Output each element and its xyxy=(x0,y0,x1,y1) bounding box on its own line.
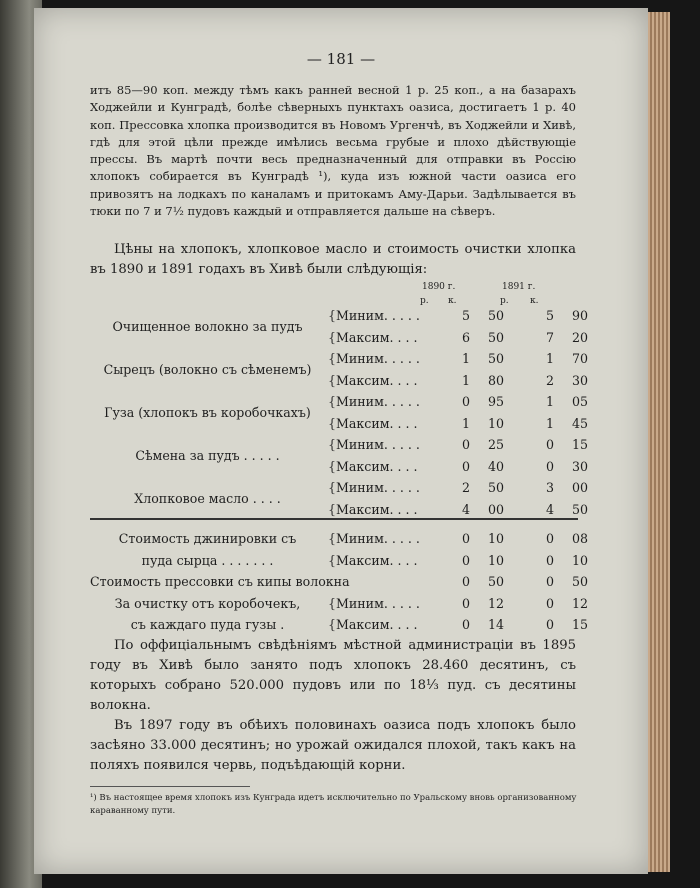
year-1891-header: 1891 г. xyxy=(502,282,536,292)
row-label: Стоимость прессовки съ кипы волокна xyxy=(90,574,350,589)
kopecks-1891: 50 xyxy=(571,574,589,589)
table-row xyxy=(90,480,590,506)
maximum-label: Максим. . . . xyxy=(336,617,418,632)
brace-mark: { xyxy=(328,480,337,495)
brace-mark: { xyxy=(328,351,337,366)
minimum-label: Миним. . . . . xyxy=(336,351,420,366)
row-label: Гуза (хлопокъ въ коробочкахъ) xyxy=(104,405,311,420)
maximum-label: Максим. . . . xyxy=(336,329,418,345)
maximum-label: Максим. . . . xyxy=(336,458,418,474)
table-row xyxy=(90,459,590,481)
rubles-1891: 0 xyxy=(545,574,554,589)
table-row xyxy=(90,574,590,596)
rubles-1890: 6 xyxy=(461,329,470,345)
kopecks-1891: 12 xyxy=(571,595,589,611)
kopecks-1890: 80 xyxy=(487,372,505,388)
minimum-label: Миним. . . . . xyxy=(336,595,420,611)
book-page xyxy=(34,8,648,874)
table-row xyxy=(90,596,590,618)
table-row xyxy=(90,351,590,377)
unit-rubles-1891: р. xyxy=(500,296,509,306)
rubles-1891: 7 xyxy=(545,329,554,345)
brace-mark: { xyxy=(328,437,337,452)
kopecks-1891: 00 xyxy=(571,480,589,495)
table-row xyxy=(90,394,590,420)
table-intro: Цѣны на хлопокъ, хлопковое масло и стоимость очистки хлопка въ 1890 и 1891 годахъ въ Хивѣ были слѣдующія: xyxy=(90,242,576,277)
kopecks-1891: 08 xyxy=(571,531,589,546)
paragraph-1897: Въ 1897 году въ обѣихъ половинахъ оазиса подъ хлопокъ было засѣяно 33.000 десятинъ; но урожай ожидался плохой, такъ какъ на поляхъ появился червь, подъѣдающій корни. xyxy=(90,718,576,773)
kopecks-1891: 10 xyxy=(571,552,589,568)
minimum-label: Миним. . . . . xyxy=(336,394,420,409)
paragraph-1895: По оффиціальнымъ свѣдѣніямъ мѣстной администраціи въ 1895 году въ Хивѣ было занято подъ хлопокъ 28.460 десятинъ, съ которыхъ собрано 520.000 пудовъ или по 18⅓ пуд. съ десятины волокна. xyxy=(90,638,576,713)
kopecks-1890: 00 xyxy=(487,501,505,517)
table-row xyxy=(90,437,590,463)
rubles-1890: 0 xyxy=(461,394,470,409)
kopecks-1890: 40 xyxy=(487,458,505,474)
kopecks-1890: 25 xyxy=(487,437,505,452)
brace-mark: { xyxy=(328,415,337,431)
brace-mark: { xyxy=(328,501,337,517)
brace-mark: { xyxy=(328,617,337,632)
rubles-1890: 5 xyxy=(461,308,470,323)
rubles-1890: 0 xyxy=(461,552,470,568)
maximum-label: Максим. . . . xyxy=(336,501,418,517)
brace-mark: { xyxy=(328,458,337,474)
kopecks-1890: 14 xyxy=(487,617,505,632)
minimum-label: Миним. . . . . xyxy=(336,308,420,323)
paragraph-cotton-pressing: итъ 85—90 коп. между тѣмъ какъ ранней весной 1 р. 25 коп., а на базарахъ Ходжейли и Кунградѣ, болѣе сѣверныхъ пунктахъ оазиса, достигаетъ 1 р. 40 коп. Прессовка хлопка производится въ Новомъ Ургенчѣ, въ Ходжейли и Хивѣ, гдѣ для этой цѣли прежде имѣлись весьма грубые и плохо дѣйствующіе прессы. Въ мартѣ почти весь предназначенный для отправки въ Россію хлопокъ собирается въ Кунградѣ ¹), куда изъ южной части оазиса его привозятъ на лодкахъ по каналамъ и притокамъ Аму-Дарьи. Задѣлывается въ тюки по 7 и 7½ пудовъ каждый и отправляется дальше на сѣверъ. xyxy=(90,83,576,219)
table-row xyxy=(90,502,590,524)
brace-mark: { xyxy=(328,308,337,323)
rubles-1890: 0 xyxy=(461,458,470,474)
kopecks-1891: 30 xyxy=(571,458,589,474)
table-row xyxy=(90,330,590,352)
row-label: Сѣмена за пудъ . . . . . xyxy=(135,448,280,463)
row-label: За очистку отъ коробочекъ, xyxy=(114,595,301,611)
kopecks-1890: 95 xyxy=(487,394,505,409)
maximum-label: Максим. . . . xyxy=(336,552,418,568)
rubles-1890: 1 xyxy=(461,351,470,366)
brace-mark: { xyxy=(328,394,337,409)
kopecks-1891: 15 xyxy=(571,617,589,632)
unit-kopecks-1891: к. xyxy=(530,296,539,306)
kopecks-1890: 10 xyxy=(487,415,505,431)
rubles-1891: 0 xyxy=(545,437,554,452)
table-row xyxy=(90,553,590,575)
row-label: Сырецъ (волокно съ сѣменемъ) xyxy=(103,362,312,377)
rubles-1890: 0 xyxy=(461,437,470,452)
year-1890-header: 1890 г. xyxy=(422,282,456,292)
kopecks-1890: 50 xyxy=(487,308,505,323)
kopecks-1890: 50 xyxy=(487,351,505,366)
row-label: пуда сырца . . . . . . . xyxy=(141,552,274,568)
row-label: Стоимость джинировки съ xyxy=(118,531,297,546)
rubles-1891: 0 xyxy=(545,595,554,611)
rubles-1891: 1 xyxy=(545,351,554,366)
rubles-1890: 1 xyxy=(461,415,470,431)
footnote-rule xyxy=(90,786,250,787)
brace-mark: { xyxy=(328,552,337,568)
rubles-1891: 0 xyxy=(545,458,554,474)
table-divider xyxy=(90,518,578,520)
rubles-1890: 1 xyxy=(461,372,470,388)
kopecks-1891: 30 xyxy=(571,372,589,388)
kopecks-1890: 50 xyxy=(487,480,505,495)
rubles-1891: 4 xyxy=(545,501,554,517)
table-row xyxy=(90,416,590,438)
rubles-1891: 2 xyxy=(545,372,554,388)
minimum-label: Миним. . . . . xyxy=(336,437,420,452)
rubles-1890: 0 xyxy=(461,595,470,611)
brace-mark: { xyxy=(328,372,337,388)
kopecks-1890: 12 xyxy=(487,595,505,611)
brace-mark: { xyxy=(328,329,337,345)
kopecks-1891: 20 xyxy=(571,329,589,345)
kopecks-1891: 90 xyxy=(571,308,589,323)
table-row xyxy=(90,308,590,334)
maximum-label: Максим. . . . xyxy=(336,415,418,431)
rubles-1890: 0 xyxy=(461,574,470,589)
unit-rubles-1890: р. xyxy=(420,296,429,306)
row-label: съ каждаго пуда гузы . xyxy=(130,617,285,632)
kopecks-1891: 15 xyxy=(571,437,589,452)
maximum-label: Максим. . . . xyxy=(336,372,418,388)
page-number: — 181 — xyxy=(306,50,376,68)
rubles-1890: 0 xyxy=(461,617,470,632)
row-label: Хлопковое масло . . . . xyxy=(134,491,281,506)
brace-mark: { xyxy=(328,595,337,611)
kopecks-1891: 45 xyxy=(571,415,589,431)
kopecks-1891: 05 xyxy=(571,394,589,409)
rubles-1890: 0 xyxy=(461,531,470,546)
minimum-label: Миним. . . . . xyxy=(336,531,420,546)
table-row xyxy=(90,373,590,395)
rubles-1890: 4 xyxy=(461,501,470,517)
rubles-1891: 0 xyxy=(545,617,554,632)
kopecks-1890: 50 xyxy=(487,329,505,345)
footnote: ¹) Въ настоящее время хлопокъ изъ Кунграда идетъ исключительно по Уральскому вновь организованному караванному пути. xyxy=(90,793,577,816)
kopecks-1890: 50 xyxy=(487,574,505,589)
rubles-1891: 5 xyxy=(545,308,554,323)
kopecks-1890: 10 xyxy=(487,552,505,568)
rubles-1891: 0 xyxy=(545,552,554,568)
rubles-1890: 2 xyxy=(461,480,470,495)
unit-kopecks-1890: к. xyxy=(448,296,457,306)
rubles-1891: 1 xyxy=(545,415,554,431)
table-row xyxy=(90,531,590,553)
rubles-1891: 1 xyxy=(545,394,554,409)
minimum-label: Миним. . . . . xyxy=(336,480,420,495)
kopecks-1891: 50 xyxy=(571,501,589,517)
rubles-1891: 3 xyxy=(545,480,554,495)
brace-mark: { xyxy=(328,531,337,546)
row-label: Очищенное волокно за пудъ xyxy=(112,319,303,334)
rubles-1891: 0 xyxy=(545,531,554,546)
kopecks-1890: 10 xyxy=(487,531,505,546)
kopecks-1891: 70 xyxy=(571,351,589,366)
